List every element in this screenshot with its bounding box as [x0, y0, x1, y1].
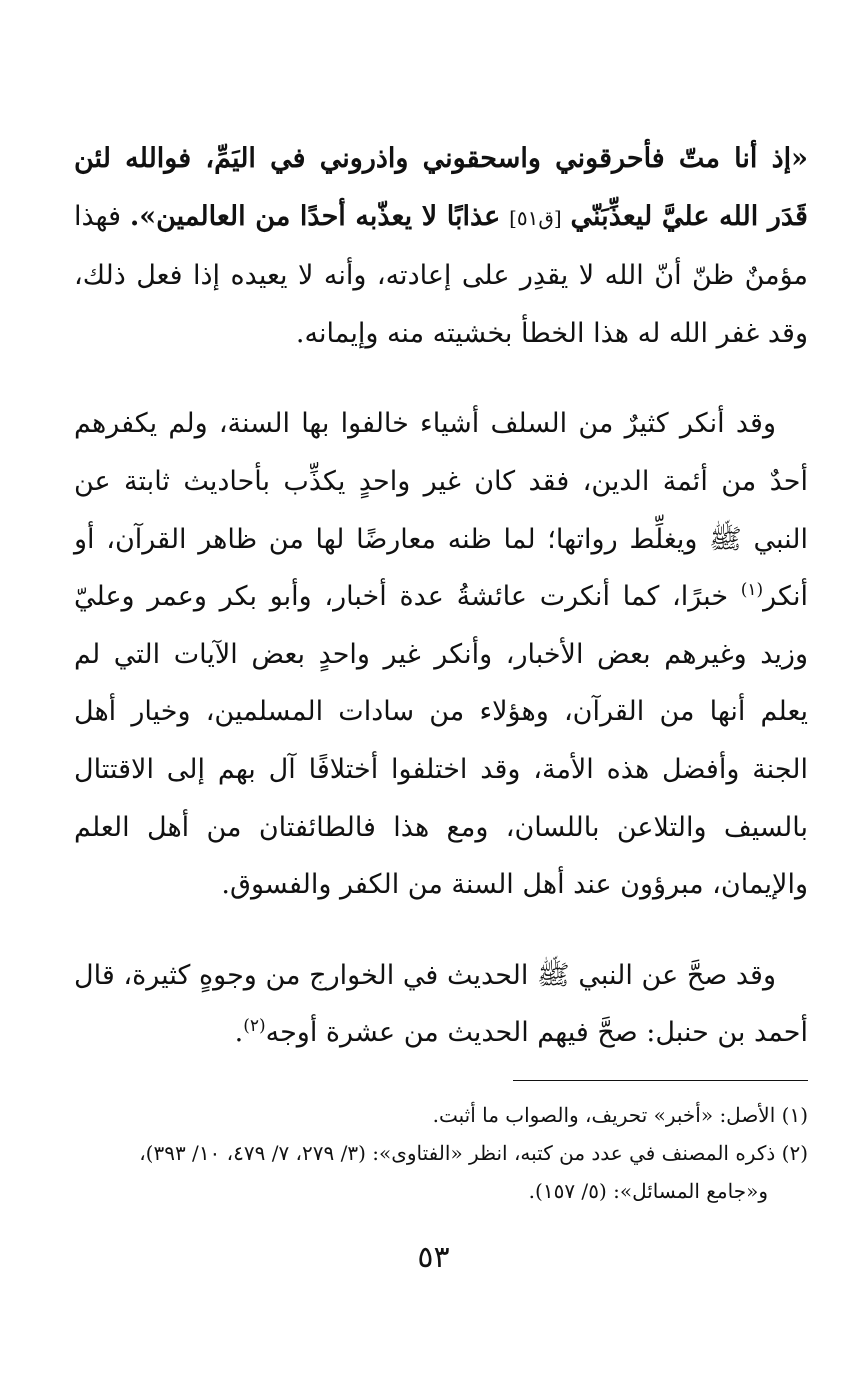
hadith-quote-end: عذابًا لا يعذّبه أحدًا من العالمين».	[129, 200, 501, 232]
footnotes	[70, 1096, 808, 1210]
footnote-ref-1: (١)	[740, 580, 764, 601]
page-number: ٥٣	[417, 1240, 450, 1275]
hadith-quote: «إذ أنا متّ فأحرقوني واسحقوني واذروني في اليَمِّ، فوالله لئن قَدَر الله عليَّ ليعذِّبَنّي	[74, 143, 808, 232]
footnote-separator	[513, 1080, 808, 1081]
paragraph-2	[74, 395, 808, 913]
footnote-2-line-1: (٢) ذكره المصنف في عدد من كتبه، انظر «الفتاوى»: (٣/ ٢٧٩، ٧/ ٤٧٩، ١٠/ ٣٩٣)،	[139, 1141, 808, 1165]
paragraph-1-rest: فهذا مؤمنٌ ظنّ أنّ الله لا يقدِر على إعادته، وأنه لا يعيده إذا فعل ذلك، وقد غفر الله له هذا الخطأ بخشيته منه وإيمانه.	[74, 200, 808, 349]
main-text	[74, 130, 808, 1062]
paragraph-3	[74, 947, 808, 1062]
paragraph-3-text: وقد صحَّ عن النبي ﷺ الحديث في الخوارج من وجوهٍ كثيرة، قال أحمد بن حنبل: صحَّ فيهم الحديث من عشرة أوجه	[74, 959, 808, 1049]
paragraph-1	[74, 130, 808, 362]
footnote-ref-2: (٢)	[243, 1016, 266, 1037]
footnote-1: (١) الأصل: «أخبر» تحريف، والصواب ما أثبت.	[432, 1103, 808, 1127]
footnote-2-line-2: و«جامع المسائل»: (٥/ ١٥٧).	[528, 1179, 768, 1203]
manuscript-marker: [ق٥١]	[509, 205, 562, 230]
paragraph-2-part-2: خبرًا، كما أنكرت عائشةُ عدة أخبار، وأبو بكر وعمر وعليّ وزيد وغيرهم بعض الأخبار، وأنكر غير واحدٍ بعض الآيات التي لم يعلم أنها من القرآن، وهؤلاء من سادات المسلمين، وخيار أهل الجنة وأفضل هذه الأمة، وقد اختلفوا أختلافًا آل بهم إلى الاقتتال بالسيف والتلاعن باللسان، ومع هذا فالطائفتان من أهل العلم والإيمان، مبرؤون عند أهل السنة من الكفر والفسوق.	[74, 581, 808, 901]
paragraph-2-part-1: وقد أنكر كثيرٌ من السلف أشياء خالفوا بها السنة، ولم يكفرهم أحدٌ من أئمة الدين، فقد كان غير واحدٍ يكذِّب بأحاديث ثابتة عن النبي ﷺ ويغلِّط رواتها؛ لما ظنه معارضًا لها من ظاهر القرآن، أو أنكر	[74, 408, 808, 613]
paragraph-3-end: .	[234, 1017, 244, 1049]
